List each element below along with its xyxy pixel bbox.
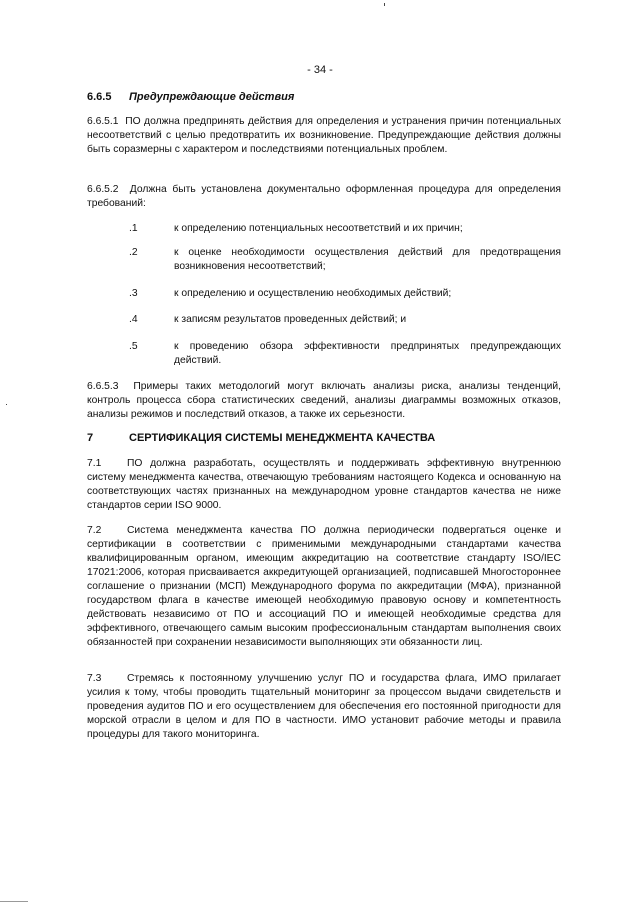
paragraph-number: 7.1 (87, 458, 102, 469)
paragraph-text: ПО должна предпринять действия для определения и устранения причин потенциальных несоответствий с целью предотвратить их возникновение. Предупреждающие действия должны быть соразмерны с характером и последствиями потенциальных проблем. (87, 116, 561, 155)
paragraph-text: ПО должна разработать, осуществлять и поддерживать эффективную внутреннюю систему менеджмента качества, отвечающую требованиям настоящего Кодекса и основанную на соответствующих частях признанных на международном уровне стандартов качества не ниже стандартов серии ISO 9000. (87, 458, 561, 511)
paragraph-7-3 (87, 672, 561, 742)
paragraph-number: 6.6.5.2 (87, 184, 119, 195)
list-item-number: .5 (129, 341, 138, 352)
scan-mark-left (6, 404, 7, 405)
section-heading-6-6-5 (87, 91, 294, 103)
paragraph-number: 6.6.5.1 (87, 116, 119, 127)
list-item-number: .1 (129, 223, 138, 234)
paragraph-6-6-5-3 (87, 380, 561, 422)
paragraph-number: 6.6.5.3 (87, 381, 119, 392)
paragraph-6-6-5-1 (87, 115, 561, 157)
paragraph-text: Стремясь к постоянному улучшению услуг ПО и государства флага, ИМО прилагает усилия к тому, чтобы проводить тщательный мониторинг за процессом выдачи свидетельств и проведения аудитов ПО и его осуществлением для обеспечения его постоянной пригодности для морской отрасли в целом и для ПО в частности. ИМО установит рабочие методы и правила процедуры для такого мониторинга. (87, 673, 561, 740)
paragraph-6-6-5-2 (87, 183, 561, 211)
page-number: - 34 - (307, 64, 333, 76)
section-number: 7 (87, 432, 94, 444)
paragraph-7-2 (87, 524, 561, 650)
paragraph-text: Должна быть установлена документально оформленная процедура для определения требований: (87, 184, 561, 209)
section-heading-7 (87, 432, 435, 444)
list-item-text: к определению и осуществлению необходимых действий; (174, 288, 452, 299)
list-item-text: к оценке необходимости осуществления действий для предотвращения возникновения несоответствий; (174, 247, 561, 272)
paragraph-7-1 (87, 457, 561, 513)
list-item-text: к определению потенциальных несоответствий и их причин; (174, 223, 463, 234)
paragraph-text: Примеры таких методологий могут включать анализы риска, анализы тенденций, контроль процесса сбора статистических сведений, анализы диаграммы возможных отказов, анализы режимов и последствий отказов, а также их серьезности. (87, 381, 561, 420)
section-title: Предупреждающие действия (129, 91, 295, 103)
paragraph-number: 7.3 (87, 673, 102, 684)
section-number: 6.6.5 (87, 91, 112, 103)
list-item-number: .4 (129, 314, 138, 325)
list-item-number: .2 (129, 247, 138, 258)
list-item-text: к записям результатов проведенных действий; и (174, 314, 407, 325)
scan-mark-top (384, 3, 385, 6)
paragraph-number: 7.2 (87, 525, 102, 536)
list-item-number: .3 (129, 288, 138, 299)
section-title: СЕРТИФИКАЦИЯ СИСТЕМЫ МЕНЕДЖМЕНТА КАЧЕСТВА (129, 432, 436, 444)
scan-mark-bottom (0, 901, 28, 902)
paragraph-text: Система менеджмента качества ПО должна периодически подвергаться оценке и сертификации в соответствии с применимыми международными стандартами качества квалифицированным органом, имеющим аккредитацию на соответствие стандарту ISO/IEC 17021:2006, которая присваивается аккредитующей организацией, подписавшей Многостороннее соглашение о признании (МСП) Международного форума по аккредитации (МФА), признанной государством флага в качестве имеющей необходимую правовую основу и компетентность действовать независимо от ПО и ассоциаций ПО и имеющей необходимые средства для эффективного, отвечающего самым высоким профессиональным стандартам выполнения своих обязанностей при сохранении независимости выполняющих эти обязанности лиц. (87, 525, 561, 648)
list-item-text: к проведению обзора эффективности предпринятых предупреждающих действий. (174, 341, 561, 366)
